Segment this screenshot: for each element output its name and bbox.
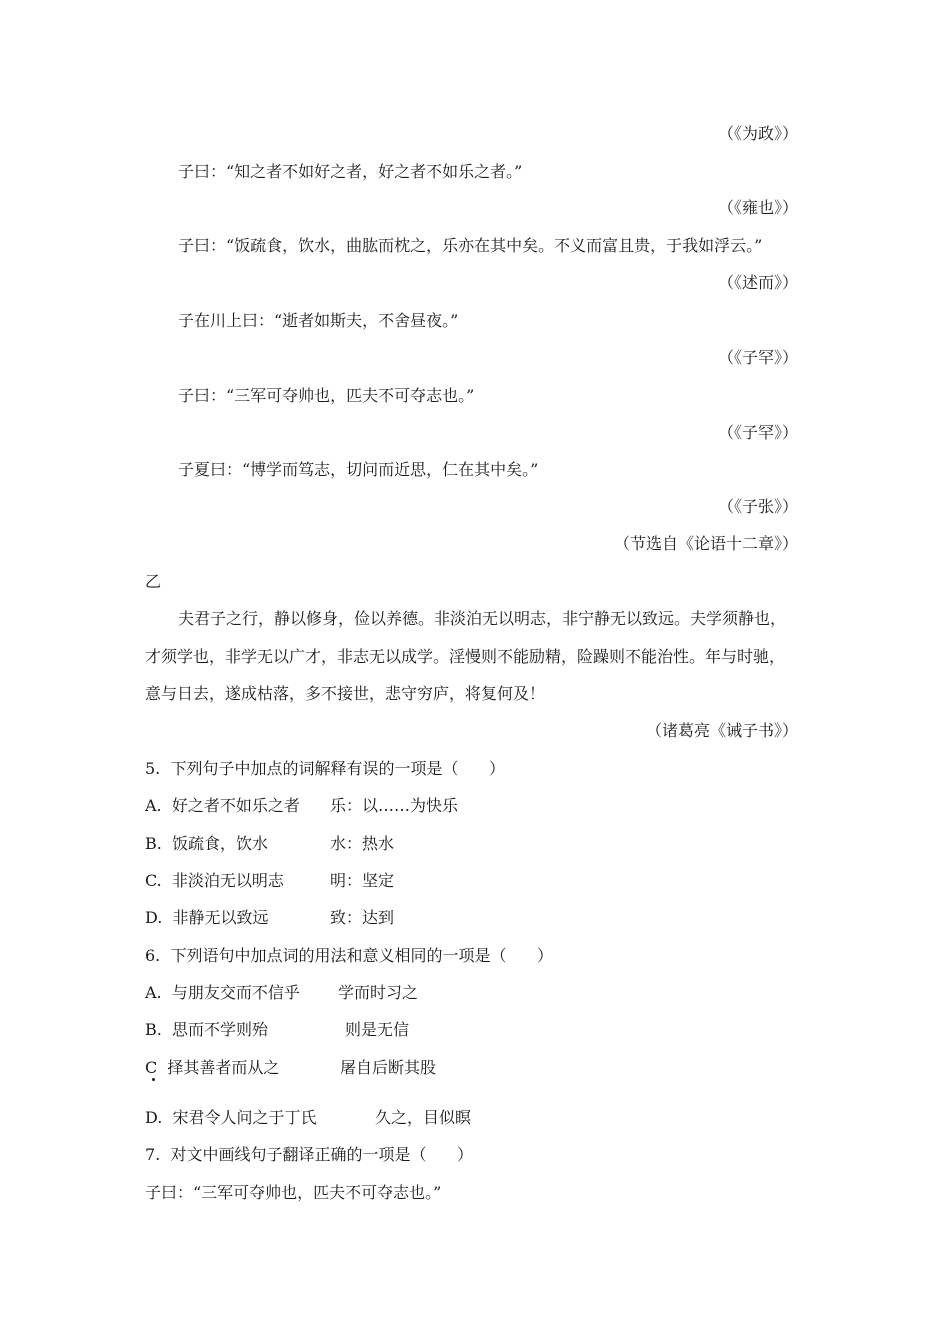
source-citation: （《雍也》） (717, 198, 798, 217)
quote-line: 子夏曰：“博学而笃志，切问而近思，仁在其中矣。” (178, 460, 539, 479)
option-sentence: D. 宋君令人问之于丁氏 (145, 1108, 317, 1127)
option-explanation: 致：达到 (330, 908, 395, 927)
passage-label: 乙 (145, 572, 162, 591)
source-citation: （《子罕》） (717, 423, 798, 442)
quote-line: 子曰：“三军可夺帅也，匹夫不可夺志也。” (178, 386, 475, 405)
emphasis-dot (152, 1078, 155, 1081)
option-explanation: 乐：以……为快乐 (330, 796, 459, 815)
option-explanation: 明：坚定 (330, 871, 395, 890)
option-sentence: B. 思而不学则殆 (145, 1020, 269, 1039)
source-citation: （《为政》） (717, 124, 798, 143)
option-sentence: A. 好之者不如乐之者 (145, 796, 300, 815)
option-sentence: A. 与朋友交而不信乎 (145, 983, 300, 1002)
option-sentence: D. 非静无以致远 (145, 908, 269, 927)
option-explanation: 水：热水 (330, 834, 395, 853)
option-comparison: 屠自后断其股 (340, 1058, 437, 1077)
quote-line: 子曰：“饭疏食，饮水，曲肱而枕之，乐亦在其中矣。不义而富且贵，于我如浮云。” (178, 236, 763, 255)
option-sentence: C 择其善者而从之 (145, 1058, 280, 1077)
question-stem: 7. 对文中画线句子翻译正确的一项是（ ） (145, 1145, 473, 1164)
source-citation: （《子张》） (717, 497, 798, 516)
option-comparison: 久之，目似瞑 (375, 1108, 472, 1127)
quote-line: 子在川上曰：“逝者如斯夫，不舍昼夜。” (178, 311, 459, 330)
quote-line: 子曰：“知之者不如好之者，好之者不如乐之者。” (178, 162, 523, 181)
question-sentence: 子曰：“三军可夺帅也，匹夫不可夺志也。” (145, 1183, 442, 1202)
option-comparison: 学而时习之 (338, 983, 419, 1002)
source-citation: （《述而》） (717, 273, 798, 292)
passage-attribution: （诸葛亮《诫子书》） (645, 721, 798, 740)
option-sentence: B. 饭疏食，饮水 (145, 834, 269, 853)
source-citation: （《子罕》） (717, 348, 798, 367)
question-stem: 5. 下列句子中加点的词解释有误的一项是（ ） (145, 759, 505, 778)
passage-attribution: （节选自《论语十二章》） (613, 534, 798, 553)
paragraph-line: 夫君子之行，静以修身，俭以养德。非淡泊无以明志，非宁静无以致远。夫学须静也， (178, 609, 787, 628)
option-comparison: 则是无信 (345, 1020, 410, 1039)
question-stem: 6. 下列语句中加点词的用法和意义相同的一项是（ ） (145, 946, 553, 965)
paragraph-line: 意与日去，遂成枯落，多不接世，悲守穷庐，将复何及！ (145, 684, 546, 703)
option-sentence: C. 非淡泊无以明志 (145, 871, 284, 890)
paragraph-line: 才须学也，非学无以广才，非志无以成学。淫慢则不能励精，险躁则不能治性。年与时驰， (145, 647, 786, 666)
